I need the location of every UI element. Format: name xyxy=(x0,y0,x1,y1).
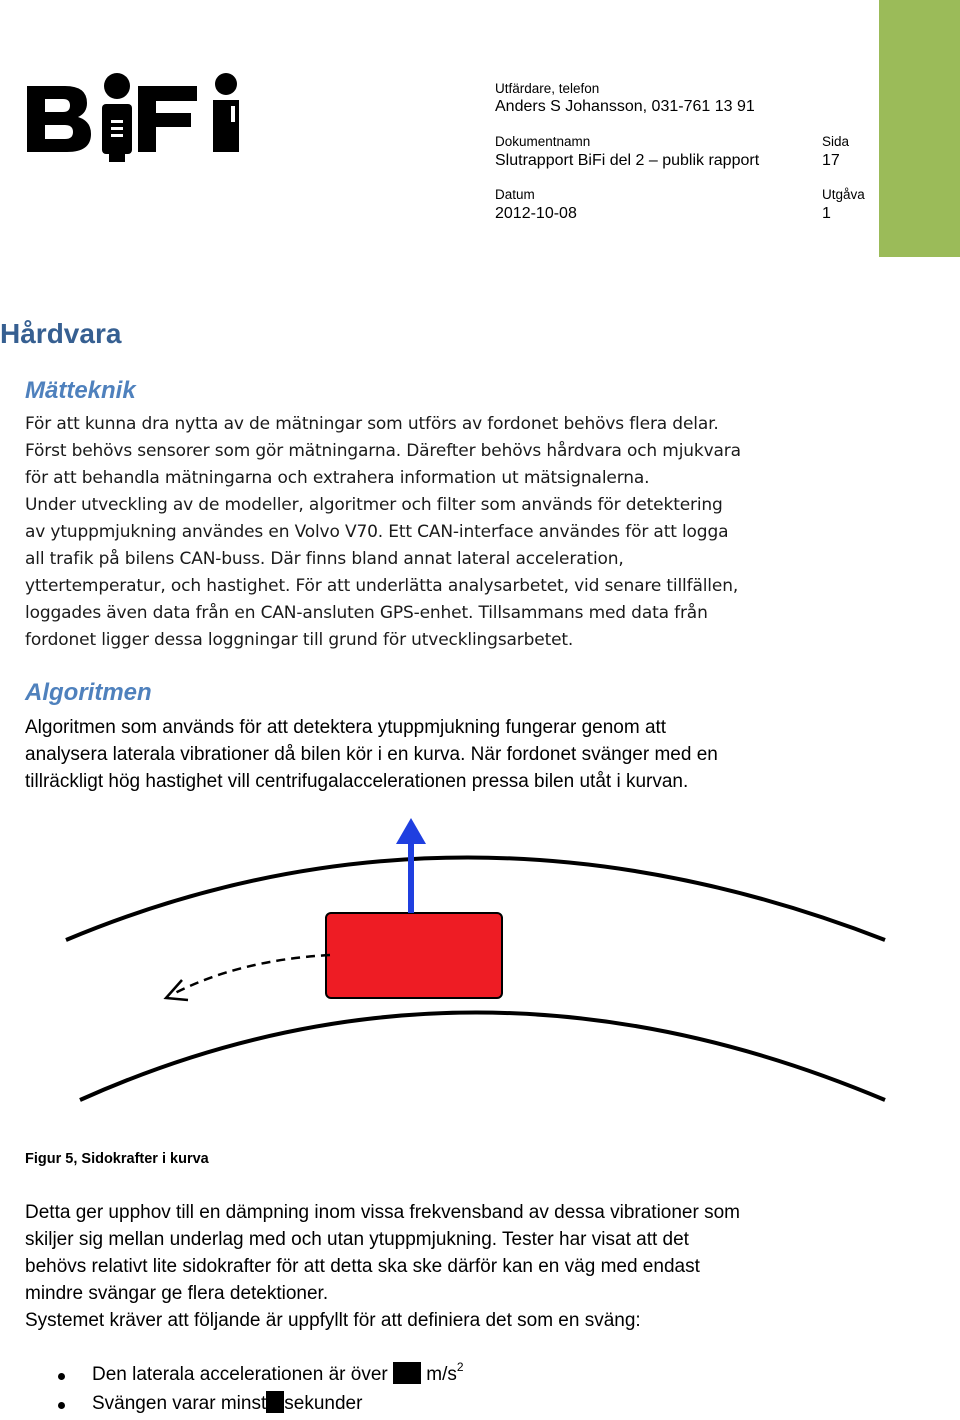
page-number: 17 xyxy=(822,152,840,169)
paragraph-line: av ytuppmjukning användes en Volvo V70. Ett CAN-interface användes för att logga xyxy=(25,522,729,542)
paragraph-line: För att kunna dra nytta av de mätningar som utförs av fordonet behövs flera delar. xyxy=(25,414,719,434)
figure-caption: Figur 5, Sidokrafter i kurva xyxy=(25,1151,209,1167)
centrifugal-arrowhead xyxy=(396,818,426,844)
section-title: Hårdvara xyxy=(0,318,122,349)
paragraph-line: tillräckligt hög hastighet vill centrifugalaccelerationen pressa bilen utåt i kurvan. xyxy=(25,771,689,792)
paragraph-line: Detta ger upphov till en dämpning inom vissa frekvensband av dessa vibrationer som xyxy=(25,1202,740,1223)
edition-label: Utgåva xyxy=(822,187,865,202)
requirement-unit: sekunder xyxy=(284,1393,363,1414)
algoritmen-paragraph xyxy=(25,714,885,795)
date-value: 2012-10-08 xyxy=(495,205,577,222)
issuer-value: Anders S Johansson, 031-761 13 91 xyxy=(495,98,755,115)
redacted-value xyxy=(266,1391,284,1413)
paragraph-line: analysera laterala vibrationer då bilen kör i en kurva. När fordonet svänger med en xyxy=(25,744,718,765)
road-inner-edge xyxy=(80,1013,885,1101)
paragraph-line: Algoritmen som används för att detektera ytuppmjukning fungerar genom att xyxy=(25,717,667,738)
driving-direction-arrow xyxy=(175,955,330,993)
page-label: Sida xyxy=(822,134,850,149)
paragraph-line: Systemet kräver att följande är uppfyllt för att definiera det som en sväng: xyxy=(25,1310,641,1331)
paragraph-line: yttertemperatur, och hastighet. För att underlätta analysarbetet, vid senare tillfällen, xyxy=(25,576,739,596)
car-shape xyxy=(326,913,502,998)
redacted-value xyxy=(393,1362,421,1384)
document-name-label: Dokumentnamn xyxy=(495,134,591,149)
paragraph-line: fordonet ligger dessa loggningar till grund för utvecklingsarbetet. xyxy=(25,630,574,650)
issuer-label: Utfärdare, telefon xyxy=(495,81,600,96)
paragraph-line: mindre svängar ge flera detektioner. xyxy=(25,1283,329,1304)
document-name-value: Slutrapport BiFi del 2 – publik rapport xyxy=(495,152,760,169)
bifi-logo xyxy=(25,70,245,165)
driving-direction-arrowhead xyxy=(166,980,188,1000)
header-accent-bar xyxy=(879,0,960,257)
paragraph-line: Först behövs sensorer som gör mätningarna. Därefter behövs hårdvara och mjukvara xyxy=(25,441,741,461)
requirement-unit: m/s xyxy=(421,1364,457,1385)
paragraph-line: all trafik på bilens CAN-buss. Där finns bland annat lateral acceleration, xyxy=(25,549,624,569)
matteknik-heading: Mätteknik xyxy=(25,377,136,404)
paragraph-line: loggades även data från en CAN-ansluten GPS-enhet. Tillsammans med data från xyxy=(25,603,708,623)
curve-forces-figure xyxy=(0,810,960,1120)
bullet-icon xyxy=(58,1402,65,1409)
paragraph-line: skiljer sig mellan underlag med och utan ytuppmjukning. Tester har visat att det xyxy=(25,1229,689,1250)
paragraph-line: behövs relativt lite sidokrafter för att detta ska ske därför kan en väg med endast xyxy=(25,1256,700,1277)
matteknik-paragraph xyxy=(25,411,885,654)
paragraph-line: för att behandla mätningarna och extrahera information ut mätsignalerna. xyxy=(25,468,650,488)
algoritmen-heading: Algoritmen xyxy=(25,679,152,706)
paragraph-line: Under utveckling av de modeller, algoritmer och filter som används för detektering xyxy=(25,495,723,515)
edition-value: 1 xyxy=(822,205,831,222)
requirement-text: Svängen varar minst xyxy=(92,1393,267,1414)
requirement-text: Den laterala accelerationen är över xyxy=(92,1364,394,1385)
unit-exponent: 2 xyxy=(456,1360,464,1374)
date-label: Datum xyxy=(495,187,535,202)
body-after-figure xyxy=(25,1199,885,1334)
bullet-icon xyxy=(58,1373,65,1380)
